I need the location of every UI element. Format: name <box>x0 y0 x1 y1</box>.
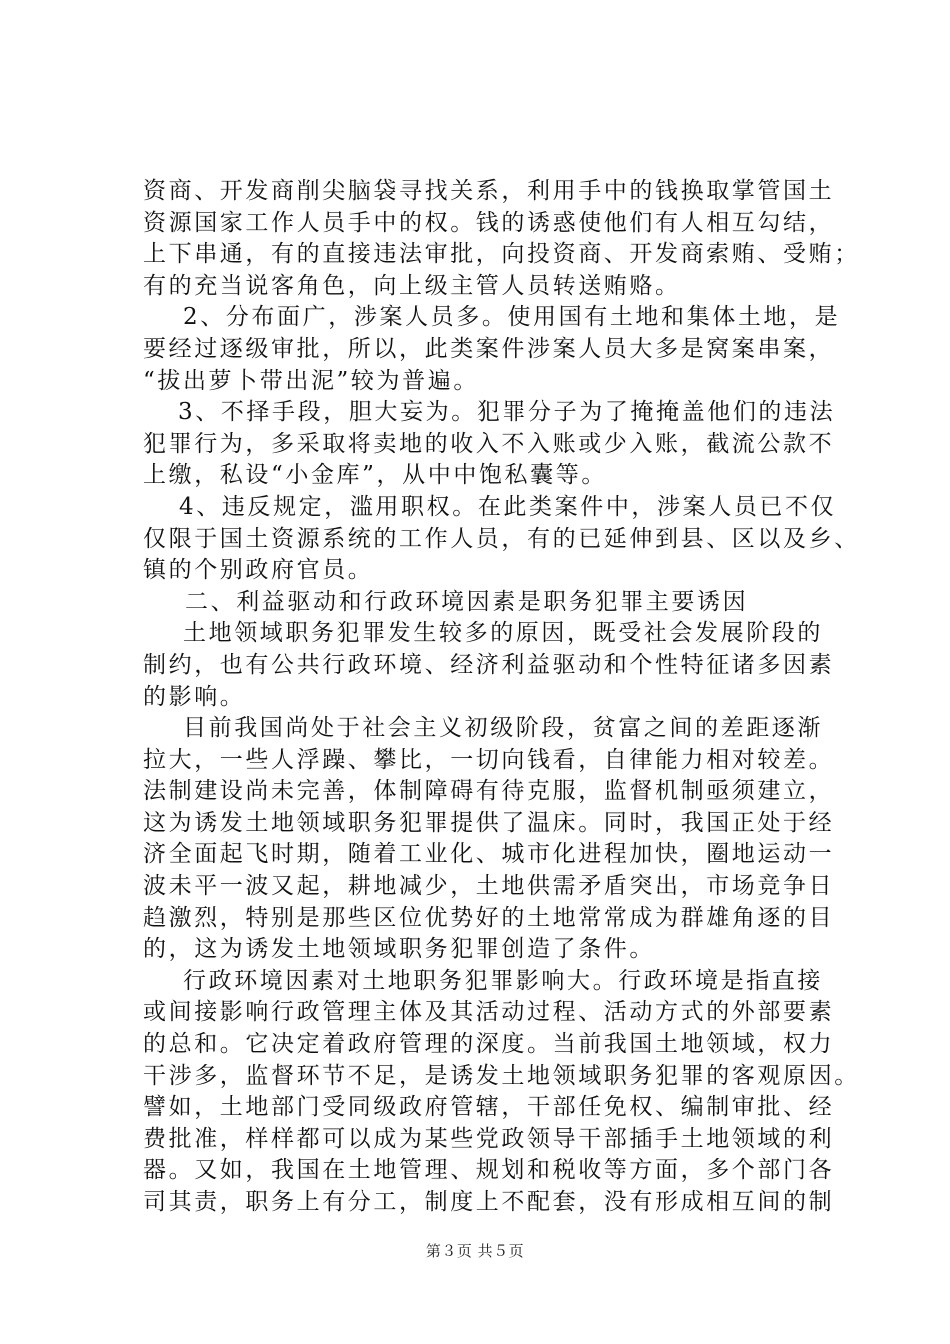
page-number-footer: 第３页 共５页 <box>425 1242 525 1260</box>
text-line: 2、分布面广，涉案人员多。使用国有土地和集体土地，是 <box>183 304 841 331</box>
text-line: 波未平一波又起，耕地减少，土地供需矛盾突出，市场竞争日 <box>143 873 835 900</box>
text-line: 的，这为诱发土地领域职务犯罪创造了条件。 <box>143 936 655 963</box>
text-line: 的总和。它决定着政府管理的深度。当前我国土地领域，权力 <box>143 1031 835 1058</box>
text-line: 镇的个别政府官员。 <box>143 557 374 584</box>
text-line: 目前我国尚处于社会主义初级阶段，贫富之间的差距逐渐 <box>183 715 823 742</box>
text-line: 济全面起飞时期，随着工业化、城市化进程加快，圈地运动一 <box>143 841 835 868</box>
document-body <box>143 176 860 1219</box>
text-line: 行政环境因素对土地职务犯罪影响大。行政环境是指直接 <box>183 967 823 994</box>
text-line: 的影响。 <box>143 683 246 710</box>
text-line: 要经过逐级审批，所以，此类案件涉案人员大多是窝案串案， <box>143 335 835 362</box>
text-line: 法制建设尚未完善，体制障碍有待克服，监督机制亟须建立， <box>143 778 835 805</box>
text-line: 土地领域职务犯罪发生较多的原因，既受社会发展阶段的 <box>183 620 823 647</box>
text-line: 趋激烈，特别是那些区位优势好的土地常常成为群雄角逐的目 <box>143 904 835 931</box>
text-line: 司其责，职务上有分工，制度上不配套，没有形成相互间的制 <box>143 1189 835 1215</box>
text-line: 上下串通，有的直接违法审批，向投资商、开发商索贿、受贿； <box>143 241 860 268</box>
text-line: 器。又如，我国在土地管理、规划和税收等方面，多个部门各 <box>143 1157 835 1184</box>
text-line: 4、违反规定，滥用职权。在此类案件中，涉案人员已不仅 <box>179 493 837 520</box>
text-line: 犯罪行为，多采取将卖地的收入不入账或少入账，截流公款不 <box>143 430 835 457</box>
text-line: 拉大，一些人浮躁、攀比，一切向钱看，自律能力相对较差。 <box>143 746 835 773</box>
text-line: 上缴，私设“小金库”，从中中饱私囊等。 <box>143 462 607 489</box>
text-line: 有的充当说客角色，向上级主管人员转送贿赂。 <box>143 272 681 299</box>
text-line: “拔出萝卜带出泥”较为普遍。 <box>143 367 479 394</box>
text-line: 3、不择手段，胆大妄为。犯罪分子为了掩掩盖他们的违法 <box>178 399 836 426</box>
text-line: 干涉多，监督环节不足，是诱发土地领域职务犯罪的客观原因。 <box>143 1062 860 1089</box>
text-line: 譬如，土地部门受同级政府管辖，干部任免权、编制审批、经 <box>143 1094 835 1121</box>
text-line: 资源国家工作人员手中的权。钱的诱惑使他们有人相互勾结， <box>143 209 835 236</box>
text-line: 费批准，样样都可以成为某些党政领导干部插手土地领域的利 <box>143 1125 835 1152</box>
text-line: 或间接影响行政管理主体及其活动过程、活动方式的外部要素 <box>143 999 835 1026</box>
text-line: 资商、开发商削尖脑袋寻找关系，利用手中的钱换取掌管国土 <box>143 178 835 204</box>
text-line: 制约，也有公共行政环境、经济利益驱动和个性特征诸多因素 <box>143 651 835 678</box>
section-heading: 二、利益驱动和行政环境因素是职务犯罪主要诱因 <box>185 588 749 615</box>
text-line: 仅限于国土资源系统的工作人员，有的已延伸到县、区以及乡、 <box>143 525 860 552</box>
text-line: 这为诱发土地领域职务犯罪提供了温床。同时，我国正处于经 <box>143 809 835 836</box>
